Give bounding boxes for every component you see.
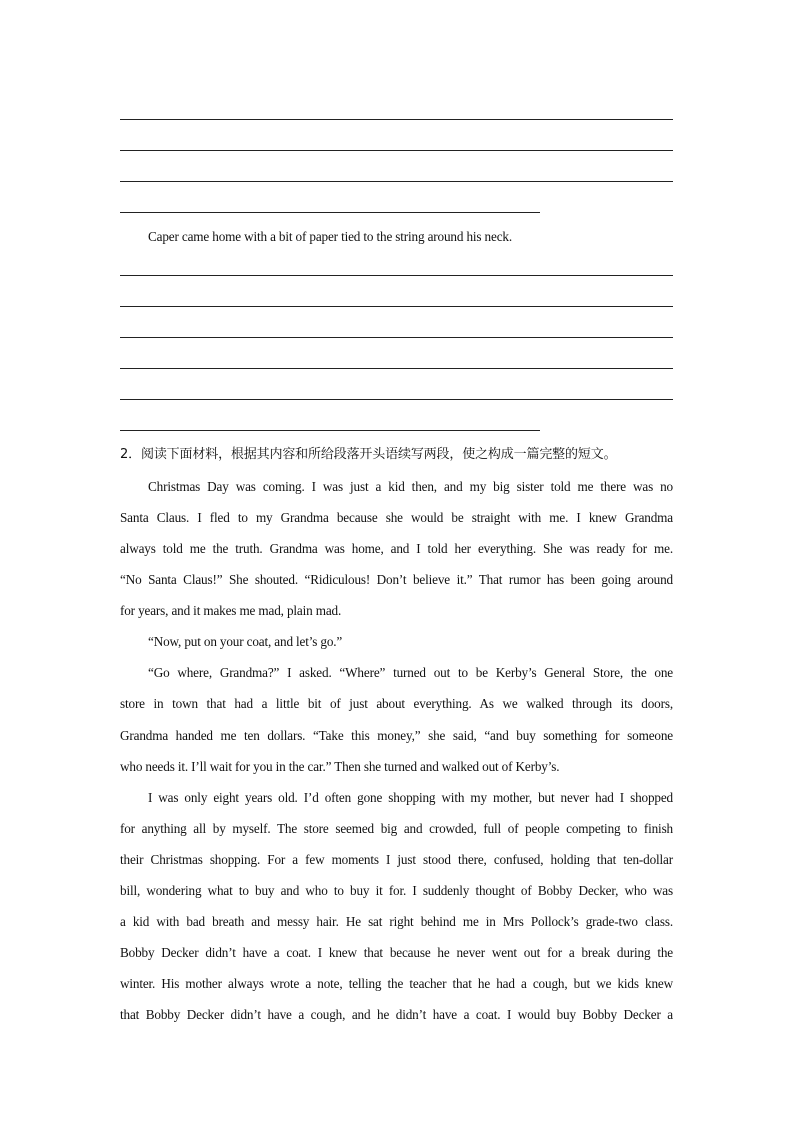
passage-line: for years, and it makes me mad, plain mad.	[120, 603, 342, 618]
passage-line: their Christmas shopping. For a few moments I just stood there, confused, holding that ten-dollar	[120, 852, 673, 867]
passage-line: always told me the truth. Grandma was home, and I told her everything. She was ready for me.	[120, 541, 673, 556]
writing-line	[120, 399, 673, 400]
passage-line: who needs it. I’ll wait for you in the car.” Then she turned and walked out of Kerby’s.	[120, 759, 560, 774]
passage-line: “Now, put on your coat, and let’s go.”	[148, 634, 343, 649]
paragraph-prompt: Caper came home with a bit of paper tied to the string around his neck.	[148, 229, 512, 244]
passage-line: Christmas Day was coming. I was just a kid then, and my big sister told me there was no	[148, 479, 673, 494]
passage-line: a kid with bad breath and messy hair. He sat right behind me in Mrs Pollock’s grade-two class.	[120, 914, 673, 929]
passage-line: Santa Claus. I fled to my Grandma because she would be straight with me. I knew Grandma	[120, 510, 673, 525]
passage-line: “Go where, Grandma?” I asked. “Where” turned out to be Kerby’s General Store, the one	[148, 665, 673, 680]
passage-line: that Bobby Decker didn’t have a cough, and he didn’t have a coat. I would buy Bobby Decker a	[120, 1007, 673, 1022]
writing-line	[120, 275, 673, 276]
passage-line: bill, wondering what to buy and who to buy it for. I suddenly thought of Bobby Decker, who was	[120, 883, 673, 898]
writing-line	[120, 212, 540, 213]
passage-line: I was only eight years old. I’d often gone shopping with my mother, but never had I shopped	[148, 790, 673, 805]
question-instruction: 2．阅读下面材料，根据其内容和所给段落开头语续写两段，使之构成一篇完整的短文。	[120, 447, 617, 462]
writing-line	[120, 430, 540, 431]
passage-line: Grandma handed me ten dollars. “Take this money,” she said, “and buy something for someone	[120, 728, 673, 743]
passage-line: Bobby Decker didn’t have a coat. I knew that because he never went out for a break during the	[120, 945, 673, 960]
writing-line	[120, 150, 673, 151]
writing-line	[120, 181, 673, 182]
passage-line: winter. His mother always wrote a note, telling the teacher that he had a cough, but we kids knew	[120, 976, 673, 991]
passage-line: for anything all by myself. The store seemed big and crowded, full of people competing to finish	[120, 821, 673, 836]
writing-line	[120, 337, 673, 338]
writing-line	[120, 306, 673, 307]
passage-line: store in town that had a little bit of just about everything. As we walked through its doors,	[120, 696, 673, 711]
writing-line	[120, 119, 673, 120]
writing-line	[120, 368, 673, 369]
passage-line: “No Santa Claus!” She shouted. “Ridiculous! Don’t believe it.” That rumor has been going around	[120, 572, 673, 587]
